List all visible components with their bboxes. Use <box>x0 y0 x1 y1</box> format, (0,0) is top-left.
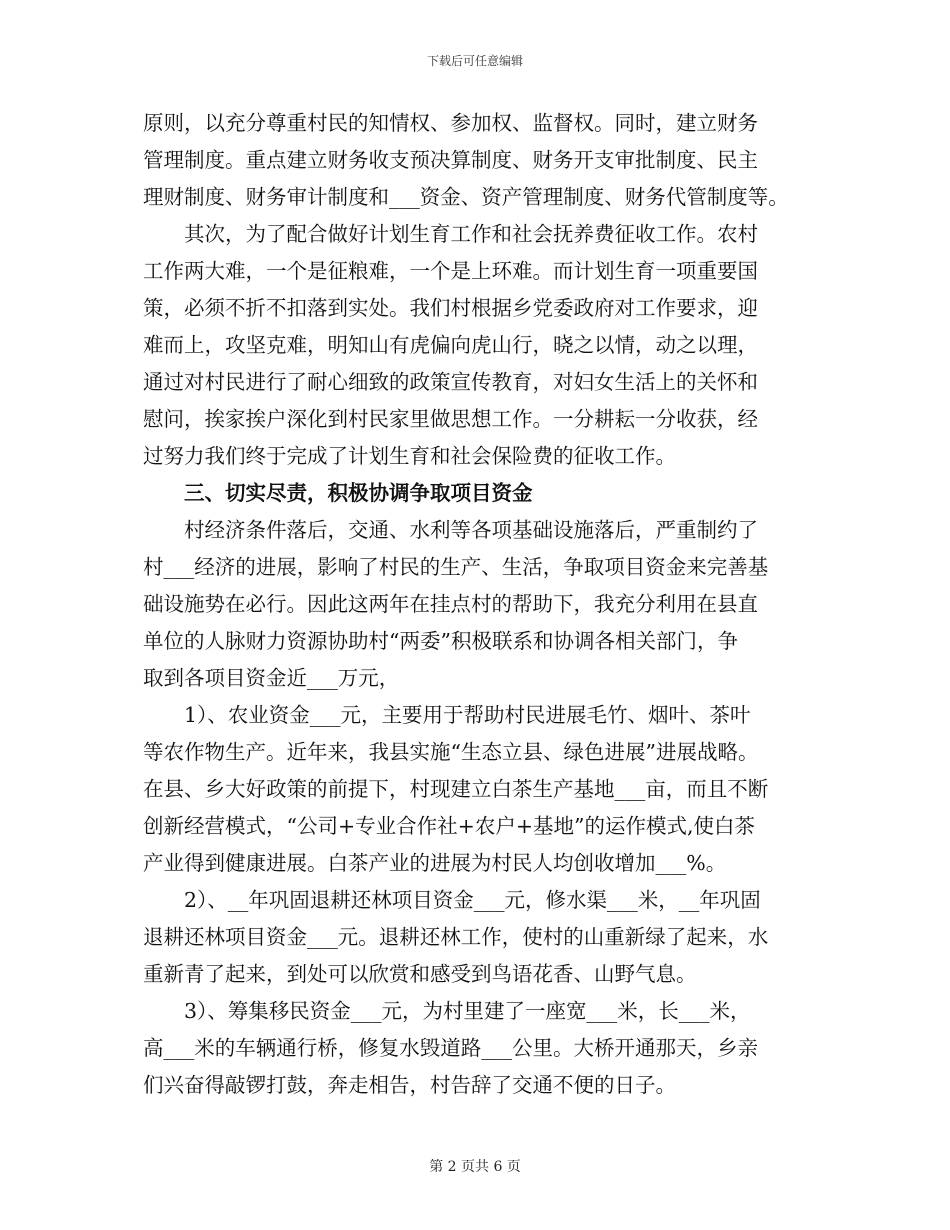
page-header: 下载后可任意编辑 <box>426 54 523 68</box>
text-line: 们兴奋得敲锣打鼓，奔走相告，村告辞了交通不便的日子。 <box>143 1073 676 1097</box>
text-line: 在县、乡大好政策的前提下，村现建立白茶生产基地___亩，而且不断 <box>143 777 769 801</box>
text-line: 通过对村民进行了耐心细致的政策宣传教育，对妇女生活上的关怀和 <box>143 370 758 394</box>
text-line: 慰问，挨家挨户深化到村民家里做思想工作。一分耕耘一分收获，经 <box>143 407 758 431</box>
list-item-start-line: 2）、__年巩固退耕还林项目资金___元，修水渠___米，__年巩固 <box>184 888 761 912</box>
text-line: 工作两大难，一个是征粮难，一个是上环难。而计划生育一项重要国 <box>143 259 758 283</box>
text-line: 高___米的车辆通行桥，修复水毁道路___公里。大桥开通那天，乡亲 <box>143 1036 758 1060</box>
list-item-start-line: 3）、筹集移民资金___元，为村里建了一座宽___米，长___米， <box>184 999 751 1023</box>
text-line: 重新青了起来，到处可以欣赏和感受到鸟语花香、山野气息。 <box>143 962 697 986</box>
section-heading: 三、切实尽责，积极协调争取项目资金 <box>184 481 533 505</box>
text-line: 等农作物生产。近年来，我县实施“生态立县、绿色进展”进展战略。 <box>143 740 759 764</box>
text-line: 理财制度、财务审计制度和___资金、资产管理制度、财务代管制度等。 <box>143 185 789 209</box>
text-line: 退耕还林项目资金___元。退耕还林工作，使村的山重新绿了起来，水 <box>143 925 769 949</box>
list-item-start-line: 1）、农业资金___元，主要用于帮助村民进展毛竹、烟叶、茶叶 <box>184 703 751 727</box>
text-line: 创新经营模式，“公司+专业合作社+农户+基地”的运作模式,使白茶 <box>143 814 756 838</box>
text-line: 原则，以充分尊重村民的知情权、参加权、监督权。同时，建立财务 <box>143 111 758 135</box>
text-line: 管理制度。重点建立财务收支预决算制度、财务开支审批制度、民主 <box>143 148 758 172</box>
text-line: 过努力我们终于完成了计划生育和社会保险费的征收工作。 <box>143 444 676 468</box>
paragraph-start-line: 村经济条件落后，交通、水利等各项基础设施落后，严重制约了 <box>184 518 758 542</box>
text-line: 取到各项目资金近___万元， <box>143 666 400 690</box>
page-number: 第 2 页共 6 页 <box>429 1159 521 1175</box>
text-line: 策，必须不折不扣落到实处。我们村根据乡党委政府对工作要求，迎 <box>143 296 758 320</box>
text-line: 村___经济的进展，影响了村民的生产、生活，争取项目资金来完善基 <box>143 555 769 579</box>
text-line: 础设施势在必行。因此这两年在挂点村的帮助下，我充分利用在县直 <box>143 592 758 616</box>
text-line: 难而上，攻坚克难，明知山有虎偏向虎山行，晓之以情，动之以理， <box>143 333 758 357</box>
paragraph-start-line: 其次，为了配合做好计划生育工作和社会抚养费征收工作。农村 <box>184 222 758 246</box>
text-line: 产业得到健康进展。白茶产业的进展为村民人均创收增加___%。 <box>143 851 727 875</box>
text-line: 单位的人脉财力资源协助村“两委”积极联系和协调各相关部门，争 <box>143 629 738 653</box>
document-body <box>143 105 823 1104</box>
